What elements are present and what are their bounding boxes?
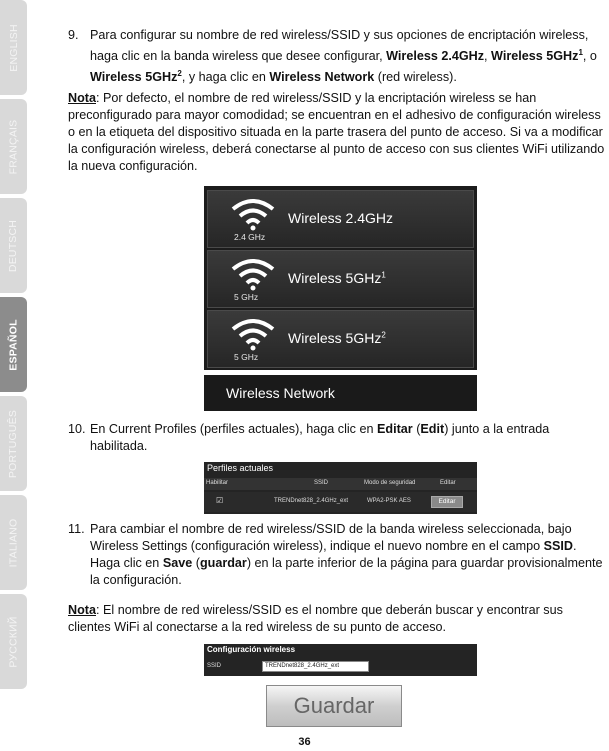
profiles-title: Perfiles actuales: [207, 463, 274, 473]
current-profiles-table: [204, 462, 477, 514]
note-2: Nota: El nombre de red wireless/SSID es el nombre que deberán buscar y encontrar sus clientes WiFi al conectarse a la red wireless de su punto de acceso.: [68, 603, 563, 634]
guardar-button[interactable]: Guardar: [266, 685, 402, 727]
lang-tab-english[interactable]: ENGLISH: [0, 0, 27, 95]
lang-tab-portugues[interactable]: PORTUGUÊS: [0, 396, 27, 491]
band-5ghz-1-button[interactable]: [207, 250, 474, 308]
step-9: 9. Para configurar su nombre de red wireless/SSID y sus opciones de encriptación wireless, haga clic en la banda wireless que desee configurar, Wireless 2.4GHz, Wireless 5GHz$^1$, o Wireless 5GHz$^2$, y haga clic en Wireless Network (red wireless).: [68, 28, 597, 85]
wifi-icon: [230, 197, 276, 231]
band-frequency-label: 2.4 GHz: [234, 232, 266, 242]
wireless-config-panel: [204, 644, 477, 676]
wifi-icon: [230, 317, 276, 351]
page-number: 36: [298, 736, 311, 748]
note-1: Nota: Por defecto, el nombre de red wireless/SSID y la encriptación wireless se han preconfigurado para mayor comodidad; se encuentran en el adhesivo de configuración wireless o en la etiqueta del dispositivo situada en la parte trasera del punto de acceso. Si va a modificar la configuración wireless, deberá conectarse al punto de acceso con sus clientes WiFi utilizando la nueva configuración.: [68, 91, 605, 173]
lang-tab-russian[interactable]: РУССКИЙ: [0, 594, 27, 689]
wireless-network-button[interactable]: Wireless Network: [204, 375, 477, 411]
ssid-label: SSID: [207, 663, 222, 669]
lang-tab-deutsch[interactable]: DEUTSCH: [0, 198, 27, 293]
table-header: Habilitar SSID Modo de seguridad Editar: [204, 478, 477, 490]
band-5ghz-2-button[interactable]: [207, 310, 474, 368]
ssid-input[interactable]: TRENDnet828_2.4GHz_ext: [262, 661, 369, 672]
step-10: 10. En Current Profiles (perfiles actuales), haga clic en Editar (Edit) junto a la entrada habilitada.: [68, 422, 550, 453]
edit-button[interactable]: Editar: [431, 496, 463, 508]
band-frequency-label: 5 GHz: [234, 352, 259, 362]
band-name: Wireless 2.4GHz: [288, 210, 394, 226]
step-11: 11. Para cambiar el nombre de red wireless/SSID de la banda wireless seleccionada, bajo Wireless Settings (configuración wireless), indique el nuevo nombre en el campo SSID. Haga clic en Save (guardar) en la parte inferior de la página para guardar provisionalmente la configuración.: [68, 522, 603, 587]
lang-tab-francais[interactable]: FRANÇAIS: [0, 99, 27, 194]
wifi-icon: [230, 257, 276, 291]
band-name: Wireless 5GHz$^2$: [288, 330, 386, 346]
lang-tab-italiano[interactable]: ITALIANO: [0, 495, 27, 590]
enabled-checkbox[interactable]: ☑: [216, 496, 224, 505]
table-row: ☑ TRENDnet828_2.4GHz_ext WPA2-PSK AES Editar: [204, 492, 477, 512]
band-frequency-label: 5 GHz: [234, 292, 259, 302]
band-2-4ghz-button[interactable]: [207, 190, 474, 248]
lang-tab-espanol[interactable]: ESPAÑOL: [0, 297, 27, 392]
band-name: Wireless 5GHz$^1$: [288, 270, 386, 286]
config-title: Configuración wireless: [207, 645, 296, 654]
wireless-bands-panel: [204, 186, 477, 370]
